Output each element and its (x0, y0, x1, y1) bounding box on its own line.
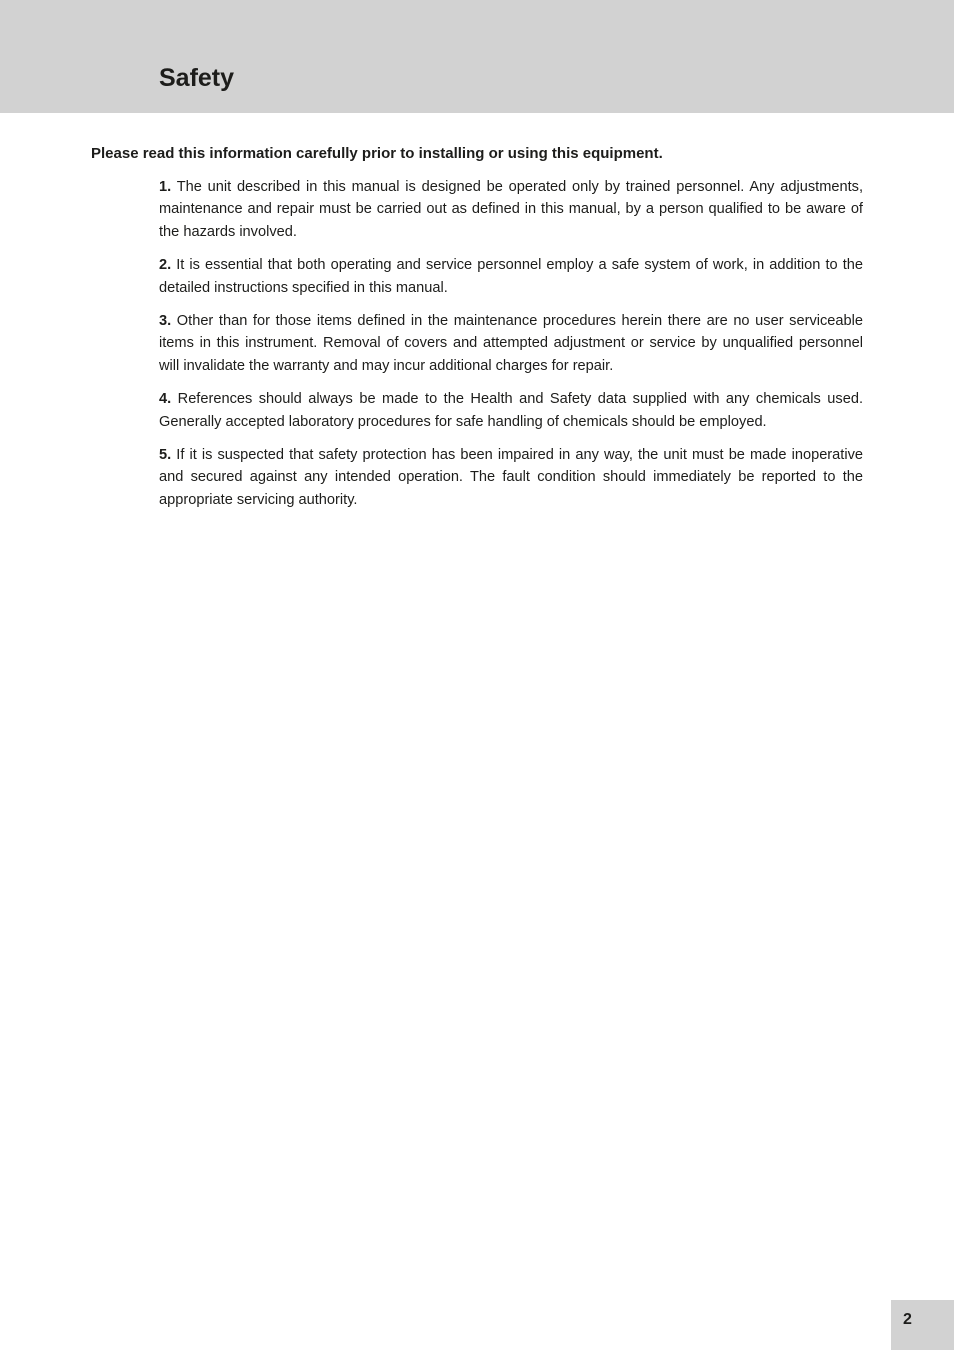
safety-item (159, 388, 863, 433)
item-number: 5. (159, 447, 172, 464)
item-text: If it is suspected that safety protection has been impaired in any way, the unit must be made inoperative and secured against any intended operation. The fault condition should immediately be reported to the appropriate servicing authority. (159, 447, 863, 508)
item-number: 4. (159, 391, 172, 408)
item-text: References should always be made to the Health and Safety data supplied with any chemicals used. Generally accepted laboratory procedures for safe handling of chemicals should be employed. (159, 391, 863, 430)
page-title: Safety (159, 64, 235, 92)
safety-item (159, 444, 863, 511)
item-number: 1. (159, 179, 172, 195)
item-text: It is essential that both operating and service personnel employ a safe system of work, in addition to the detailed instructions specified in this manual. (159, 257, 863, 296)
safety-item (159, 254, 863, 299)
safety-intro: Please read this information carefully prior to installing or using this equipment. (91, 145, 663, 162)
item-number: 2. (159, 257, 172, 274)
safety-item (159, 310, 863, 377)
page-number: 2 (903, 1311, 912, 1328)
safety-items-list (159, 176, 863, 522)
header-band (0, 0, 954, 113)
safety-item (159, 176, 863, 243)
item-text: The unit described in this manual is designed be operated only by trained personnel. Any adjustments, maintenance and repair must be carried out as defined in this manual, by a person qualified to be aware of the hazards involved. (159, 179, 863, 240)
item-text: Other than for those items defined in the maintenance procedures herein there are no user serviceable items in this instrument. Removal of covers and attempted adjustment or service by unqualified personnel will invalidate the warranty and may incur additional charges for repair. (159, 313, 863, 374)
item-number: 3. (159, 313, 172, 330)
page-number-box (891, 1300, 954, 1350)
